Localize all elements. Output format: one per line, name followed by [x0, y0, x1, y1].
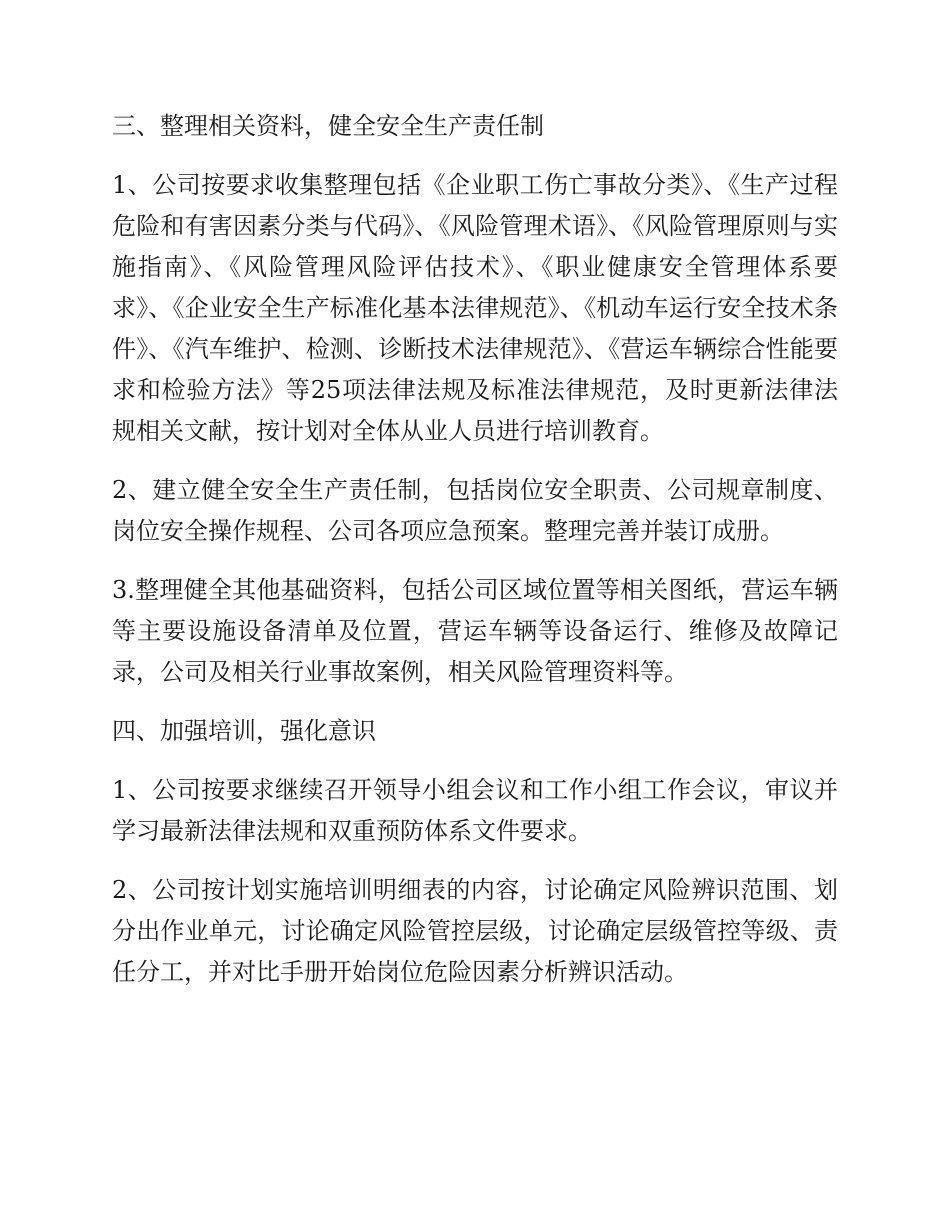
- section-3-item-1: 1、公司按要求收集整理包括《企业职工伤亡事故分类》、《生产过程危险和有害因素分类与代码》、《风险管理术语》、《风险管理原则与实施指南》、《风险管理风险评估技术》、《职业健康安全管理体系要求》、《企业安全生产标准化基本法律规范》、《机动车运行安全技术条件》、《汽车维护、检测、诊断技术法律规范》、《营运车辆综合性能要求和检验方法》等25项法律法规及标准法律规范，及时更新法律法规相关文献，按计划对全体从业人员进行培训教育。: [112, 171, 838, 445]
- section-3-item-2: 2、建立健全安全生产责任制，包括岗位安全职责、公司规章制度、岗位安全操作规程、公司各项应急预案。整理完善并装订成册。: [112, 476, 838, 545]
- section-3-item-3: 3.整理健全其他基础资料，包括公司区域位置等相关图纸，营运车辆等主要设施设备清单及位置，营运车辆等设备运行、维修及故障记录，公司及相关行业事故案例，相关风险管理资料等。: [112, 576, 838, 686]
- section-4-item-1: 1、公司按要求继续召开领导小组会议和工作小组工作会议，审议并学习最新法律法规和双重预防体系文件要求。: [112, 776, 838, 845]
- document-page: [112, 106, 838, 1011]
- section-4-heading: 四、加强培训，强化意识: [112, 717, 376, 745]
- section-3-heading: 三、整理相关资料，健全安全生产责任制: [112, 112, 544, 140]
- section-4-item-2: 2、公司按计划实施培训明细表的内容，讨论确定风险辨识范围、划分出作业单元，讨论确定风险管控层级，讨论确定层级管控等级、责任分工，并对比手册开始岗位危险因素分析辨识活动。: [112, 876, 838, 986]
